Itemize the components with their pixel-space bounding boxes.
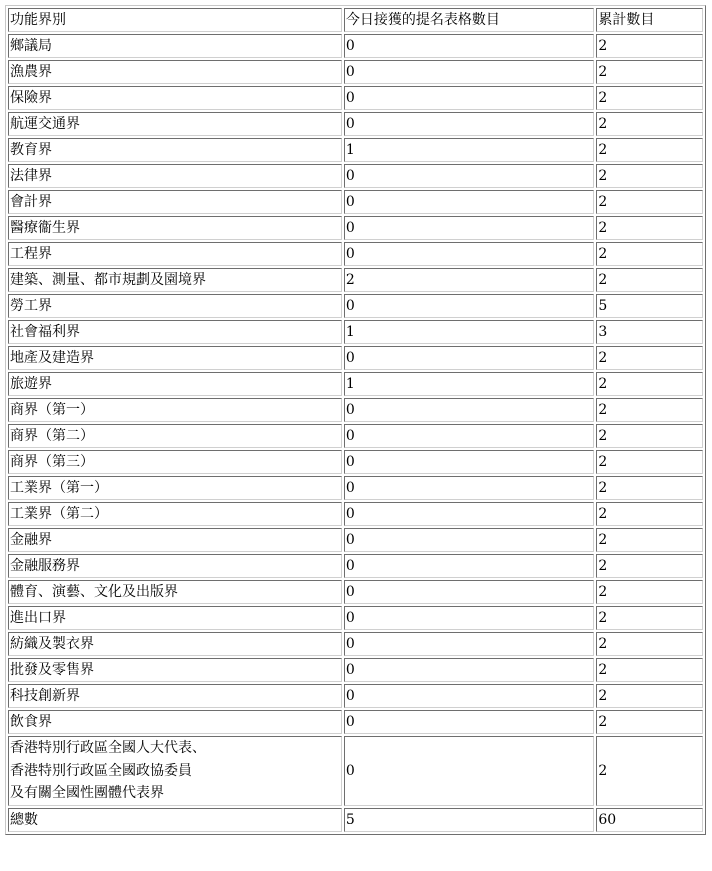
today-count: 0: [344, 710, 594, 734]
table-row: [8, 242, 703, 266]
table-row: [8, 294, 703, 318]
sector-name: 建築、測量、都市規劃及園境界: [8, 268, 342, 292]
sector-name: 商界（第二）: [8, 424, 342, 448]
table-row: [8, 554, 703, 578]
today-count: 0: [344, 112, 594, 136]
table-row: [8, 684, 703, 708]
sector-name: 科技創新界: [8, 684, 342, 708]
sector-name: 社會福利界: [8, 320, 342, 344]
cumulative-count: 2: [596, 86, 703, 110]
cumulative-count: 2: [596, 138, 703, 162]
sector-name: 批發及零售界: [8, 658, 342, 682]
sector-name: 紡織及製衣界: [8, 632, 342, 656]
cumulative-count: 2: [596, 190, 703, 214]
today-count: 0: [344, 632, 594, 656]
cumulative-count: 2: [596, 424, 703, 448]
total-label: 總數: [8, 808, 342, 832]
sector-name: 旅遊界: [8, 372, 342, 396]
header-today-count: 今日接獲的提名表格數目: [344, 8, 594, 32]
cumulative-count: 2: [596, 346, 703, 370]
today-count: 0: [344, 398, 594, 422]
sector-name: 法律界: [8, 164, 342, 188]
today-count: 0: [344, 294, 594, 318]
sector-name: [8, 736, 342, 806]
cumulative-count: 2: [596, 554, 703, 578]
table-header-row: [8, 8, 703, 32]
table-row: [8, 320, 703, 344]
today-count: 0: [344, 476, 594, 500]
table-row: [8, 372, 703, 396]
cumulative-count: 2: [596, 736, 703, 806]
table-row: [8, 138, 703, 162]
sector-name: 金融服務界: [8, 554, 342, 578]
header-sector: 功能界別: [8, 8, 342, 32]
nomination-table-body: [8, 8, 703, 832]
sector-name: 地產及建造界: [8, 346, 342, 370]
cumulative-count: 2: [596, 398, 703, 422]
table-row: [8, 86, 703, 110]
table-row: [8, 34, 703, 58]
sector-name: 進出口界: [8, 606, 342, 630]
sector-name: 保險界: [8, 86, 342, 110]
today-count: 0: [344, 502, 594, 526]
today-count: 0: [344, 242, 594, 266]
cumulative-count: 2: [596, 242, 703, 266]
cumulative-count: 2: [596, 632, 703, 656]
sector-name: 醫療衞生界: [8, 216, 342, 240]
today-count: 0: [344, 606, 594, 630]
cumulative-count: 2: [596, 60, 703, 84]
total-today-count: 5: [344, 808, 594, 832]
cumulative-count: 2: [596, 502, 703, 526]
today-count: 0: [344, 684, 594, 708]
today-count: 0: [344, 580, 594, 604]
sector-name-line: 及有關全國性團體代表界: [10, 785, 164, 801]
header-cumulative-count: 累計數目: [596, 8, 703, 32]
today-count: 0: [344, 190, 594, 214]
table-row: [8, 216, 703, 240]
cumulative-count: 2: [596, 658, 703, 682]
cumulative-count: 3: [596, 320, 703, 344]
sector-name: 商界（第三）: [8, 450, 342, 474]
table-row: [8, 60, 703, 84]
cumulative-count: 2: [596, 476, 703, 500]
table-row: [8, 398, 703, 422]
sector-name: 金融界: [8, 528, 342, 552]
today-count: 0: [344, 658, 594, 682]
sector-name: 鄉議局: [8, 34, 342, 58]
today-count: 0: [344, 60, 594, 84]
today-count: 1: [344, 372, 594, 396]
table-row: [8, 164, 703, 188]
today-count: 1: [344, 320, 594, 344]
sector-name: 工業界（第一）: [8, 476, 342, 500]
table-row: [8, 528, 703, 552]
table-row: [8, 450, 703, 474]
cumulative-count: 2: [596, 34, 703, 58]
sector-name: 會計界: [8, 190, 342, 214]
sector-name: 勞工界: [8, 294, 342, 318]
sector-name-line: 香港特別行政區全國人大代表、: [10, 740, 206, 756]
sector-name: 航運交通界: [8, 112, 342, 136]
table-row: [8, 736, 703, 806]
cumulative-count: 2: [596, 684, 703, 708]
table-row: [8, 606, 703, 630]
cumulative-count: 5: [596, 294, 703, 318]
today-count: 2: [344, 268, 594, 292]
cumulative-count: 2: [596, 216, 703, 240]
table-row: [8, 346, 703, 370]
sector-name: 工業界（第二）: [8, 502, 342, 526]
sector-name: 商界（第一）: [8, 398, 342, 422]
today-count: 0: [344, 736, 594, 806]
cumulative-count: 2: [596, 710, 703, 734]
today-count: 0: [344, 346, 594, 370]
table-row: [8, 424, 703, 448]
cumulative-count: 2: [596, 372, 703, 396]
today-count: 0: [344, 450, 594, 474]
table-row: [8, 632, 703, 656]
sector-name: 飲食界: [8, 710, 342, 734]
table-row: [8, 476, 703, 500]
cumulative-count: 2: [596, 164, 703, 188]
today-count: 0: [344, 86, 594, 110]
cumulative-count: 2: [596, 112, 703, 136]
table-row: [8, 658, 703, 682]
cumulative-count: 2: [596, 606, 703, 630]
today-count: 0: [344, 216, 594, 240]
total-cumulative-count: 60: [596, 808, 703, 832]
nomination-table: [5, 5, 706, 835]
sector-name: 漁農界: [8, 60, 342, 84]
today-count: 0: [344, 554, 594, 578]
cumulative-count: 2: [596, 580, 703, 604]
today-count: 1: [344, 138, 594, 162]
table-row: [8, 502, 703, 526]
today-count: 0: [344, 424, 594, 448]
table-row: [8, 112, 703, 136]
sector-name: 工程界: [8, 242, 342, 266]
cumulative-count: 2: [596, 450, 703, 474]
cumulative-count: 2: [596, 528, 703, 552]
today-count: 0: [344, 34, 594, 58]
table-total-row: [8, 808, 703, 832]
table-row: [8, 268, 703, 292]
table-row: [8, 190, 703, 214]
table-row: [8, 710, 703, 734]
cumulative-count: 2: [596, 268, 703, 292]
sector-name: 教育界: [8, 138, 342, 162]
sector-name: 體育、演藝、文化及出版界: [8, 580, 342, 604]
sector-name-line: 香港特別行政區全國政協委員: [10, 762, 192, 779]
today-count: 0: [344, 528, 594, 552]
table-row: [8, 580, 703, 604]
today-count: 0: [344, 164, 594, 188]
